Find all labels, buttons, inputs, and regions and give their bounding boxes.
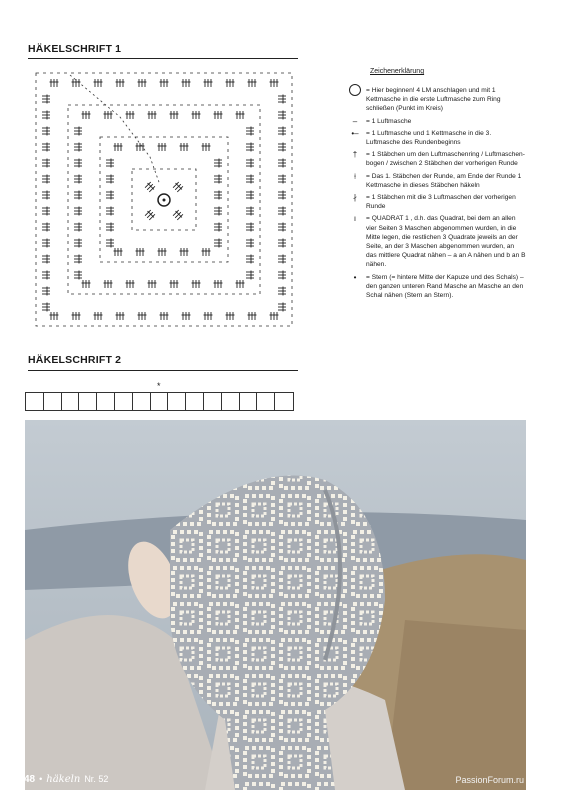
stitch-symbol <box>172 209 184 221</box>
stitch-symbol <box>72 312 81 320</box>
stitch-symbol <box>74 223 82 232</box>
double-crochet-icon: † <box>352 150 358 160</box>
stitch-symbol <box>214 207 222 216</box>
legend-item: = Hier beginnen! 4 LM anschlagen und mit 1 Kettmasche in die erste Luftmasche zum Ring schließen (Punkt im Kreis) <box>344 86 526 114</box>
stitch-symbol <box>42 239 50 248</box>
section2-rule <box>28 370 298 371</box>
dc-slip-stitch-icon: ⍿ <box>353 171 357 181</box>
stitch-symbol <box>202 248 211 256</box>
hood-scarf-photo <box>25 420 526 790</box>
stitch-symbol <box>42 159 50 168</box>
stitch-symbol <box>42 287 50 296</box>
section1-rule <box>28 58 298 59</box>
grid-cell <box>204 393 222 410</box>
stitch-symbol <box>144 209 156 221</box>
stitch-symbol <box>182 79 191 87</box>
stitch-symbol <box>74 175 82 184</box>
section1-title: HÄKELSCHRIFT 1 <box>28 43 122 55</box>
legend-item: ⍿ = Das 1. Stäbchen der Runde, am Ende der Runde 1 Kettmasche in dieses Stäbchen häkeln <box>344 172 526 190</box>
stitch-symbol <box>106 239 114 248</box>
stitch-symbol <box>42 95 50 104</box>
stitch-symbol <box>236 111 245 119</box>
star-icon: • <box>353 272 357 282</box>
magic-ring-icon <box>344 86 366 114</box>
grid-cell <box>133 393 151 410</box>
stitch-symbol <box>278 239 286 248</box>
page-footer <box>24 774 108 785</box>
grid-cell <box>240 393 258 410</box>
grid-cell <box>222 393 240 410</box>
stitch-symbol <box>74 143 82 152</box>
stitch-symbol <box>278 159 286 168</box>
stitch-symbol <box>136 143 145 151</box>
stitch-symbol <box>116 312 125 320</box>
watermark: PassionForum.ru <box>455 775 524 785</box>
stitch-symbol <box>82 111 91 119</box>
stitch-symbol <box>50 79 59 87</box>
stitch-symbol <box>278 223 286 232</box>
stitch-symbol <box>42 143 50 152</box>
stitch-symbol <box>106 191 114 200</box>
stitch-symbol <box>94 79 103 87</box>
stitch-symbol <box>278 207 286 216</box>
stitch-symbol <box>50 312 59 320</box>
stitch-symbol <box>74 159 82 168</box>
stitch-symbol <box>246 191 254 200</box>
stitch-symbol <box>148 280 157 288</box>
page-number: 48 <box>24 774 36 785</box>
stitch-symbol <box>246 239 254 248</box>
stitch-symbol <box>246 175 254 184</box>
legend-item: † = 1 Stäbchen um den Luftmaschenring / Luftmaschen-bogen / zwischen 2 Stäbchen der vorherigen Runde <box>344 150 526 168</box>
legend-title: Zeichenerklärung <box>370 68 425 75</box>
stitch-symbol <box>148 111 157 119</box>
grid-cell <box>62 393 80 410</box>
stitch-symbol <box>270 79 279 87</box>
stitch-symbol <box>246 143 254 152</box>
stitch-symbol <box>214 280 223 288</box>
stitch-symbol <box>106 175 114 184</box>
stitch-symbol <box>74 271 82 280</box>
stitch-symbol <box>278 175 286 184</box>
stitch-symbol <box>42 191 50 200</box>
stitch-symbol <box>160 312 169 320</box>
grid-cell <box>151 393 169 410</box>
grid-cell <box>186 393 204 410</box>
footer-bullet: • <box>39 774 43 784</box>
legend-item: • = Stern (= hintere Mitte der Kapuze und des Schals) – den ganzen unteren Rand Masche an Masche an den Schal nähen (Stern an Stern). <box>344 273 526 301</box>
stitch-symbol <box>204 312 213 320</box>
grid-cell <box>257 393 275 410</box>
stitch-symbol <box>74 255 82 264</box>
stitch-symbol <box>74 127 82 136</box>
stitch-symbol <box>246 207 254 216</box>
stitch-symbol <box>214 223 222 232</box>
stitch-symbol <box>278 255 286 264</box>
stitch-symbol <box>104 111 113 119</box>
legend-item: ∤ = 1 Stäbchen mit die 3 Luftmaschen der vorherigen Runde <box>344 193 526 211</box>
stitch-symbol <box>192 111 201 119</box>
stitch-symbol <box>126 111 135 119</box>
stitch-symbol <box>42 207 50 216</box>
grid-cell <box>275 393 293 410</box>
legend-list <box>344 86 526 303</box>
stitch-symbol <box>246 271 254 280</box>
stitch-symbol <box>278 127 286 136</box>
legend-item: ı = QUADRAT 1 , d.h. das Quadrat, bei dem an allen vier Seiten 3 Maschen abgenommen wurden, in die Mitte legen, die restlichen 3 Quadrate jeweils an der Seite, an der 3 Maschen abgenommen wurden, an das mittlere Quadrat nähen – a an A nähen und b an B nähen. <box>344 214 526 269</box>
square-icon: ı <box>353 214 357 224</box>
stitch-symbol <box>248 79 257 87</box>
stitch-symbol <box>278 191 286 200</box>
legend-item: •– = 1 Luftmasche und 1 Kettmasche in die 3. Luftmasche des Rundenbeginns <box>344 129 526 147</box>
stitch-symbol <box>172 181 184 193</box>
stitch-symbol <box>160 79 169 87</box>
stitch-symbol <box>170 111 179 119</box>
stitch-symbol <box>278 303 286 312</box>
stitch-symbol <box>192 280 201 288</box>
chain-slip-stitch-icon: •– <box>351 128 359 138</box>
crochet-chart-2-grid <box>25 392 294 411</box>
stitch-symbol <box>246 255 254 264</box>
stitch-symbol <box>144 181 156 193</box>
stitch-symbol <box>226 312 235 320</box>
stitch-symbol <box>114 143 123 151</box>
stitch-symbol <box>278 95 286 104</box>
stitch-symbol <box>138 312 147 320</box>
stitch-symbol <box>180 248 189 256</box>
stitch-symbol <box>158 248 167 256</box>
stitch-symbol <box>278 111 286 120</box>
stitch-symbol <box>278 287 286 296</box>
grid-cell <box>26 393 44 410</box>
stitch-symbol <box>42 111 50 120</box>
grid-cell <box>79 393 97 410</box>
grid-cell <box>97 393 115 410</box>
stitch-symbol <box>236 280 245 288</box>
issue-number: Nr. 52 <box>84 774 109 784</box>
stitch-symbol <box>72 79 81 87</box>
stitch-symbol <box>74 191 82 200</box>
stitch-symbol <box>158 143 167 151</box>
star-marker: * <box>157 381 161 391</box>
stitch-symbol <box>214 191 222 200</box>
stitch-symbol <box>42 223 50 232</box>
stitch-symbol <box>42 175 50 184</box>
stitch-symbol <box>116 79 125 87</box>
photo-illustration <box>25 420 526 790</box>
magazine-name: häkeln <box>46 774 81 785</box>
stitch-symbol <box>94 312 103 320</box>
stitch-symbol <box>136 248 145 256</box>
grid-cell <box>115 393 133 410</box>
stitch-symbol <box>106 207 114 216</box>
crochet-chart-1 <box>30 67 298 332</box>
stitch-symbol <box>214 239 222 248</box>
stitch-symbol <box>74 239 82 248</box>
stitch-symbol <box>106 159 114 168</box>
stitch-symbol <box>246 159 254 168</box>
grid-cell <box>44 393 62 410</box>
stitch-symbol <box>114 248 123 256</box>
stitch-symbol <box>170 280 179 288</box>
stitch-symbol <box>214 175 222 184</box>
stitch-symbol <box>226 79 235 87</box>
stitch-symbol <box>270 312 279 320</box>
stitch-symbol <box>182 312 191 320</box>
stitch-symbol <box>126 280 135 288</box>
stitch-symbol <box>106 223 114 232</box>
stitch-symbol <box>42 127 50 136</box>
legend-item: – = 1 Luftmasche <box>344 117 526 126</box>
stitch-symbol <box>204 79 213 87</box>
chain-stitch-icon: – <box>352 116 358 126</box>
chain-3-icon: ∤ <box>353 193 357 203</box>
stitch-symbol <box>246 127 254 136</box>
stitch-symbol <box>246 223 254 232</box>
section2-title: HÄKELSCHRIFT 2 <box>28 354 122 366</box>
stitch-symbol <box>214 111 223 119</box>
stitch-symbol <box>104 280 113 288</box>
stitch-symbol <box>82 280 91 288</box>
stitch-symbol <box>138 79 147 87</box>
stitch-symbol <box>214 159 222 168</box>
stitch-symbol <box>42 255 50 264</box>
stitch-symbol <box>248 312 257 320</box>
stitch-symbol <box>278 271 286 280</box>
stitch-symbol <box>202 143 211 151</box>
grid-cell <box>168 393 186 410</box>
stitch-symbol <box>42 271 50 280</box>
stitch-symbol <box>74 207 82 216</box>
stitch-symbol <box>180 143 189 151</box>
stitch-symbol <box>278 143 286 152</box>
stitch-symbol <box>42 303 50 312</box>
